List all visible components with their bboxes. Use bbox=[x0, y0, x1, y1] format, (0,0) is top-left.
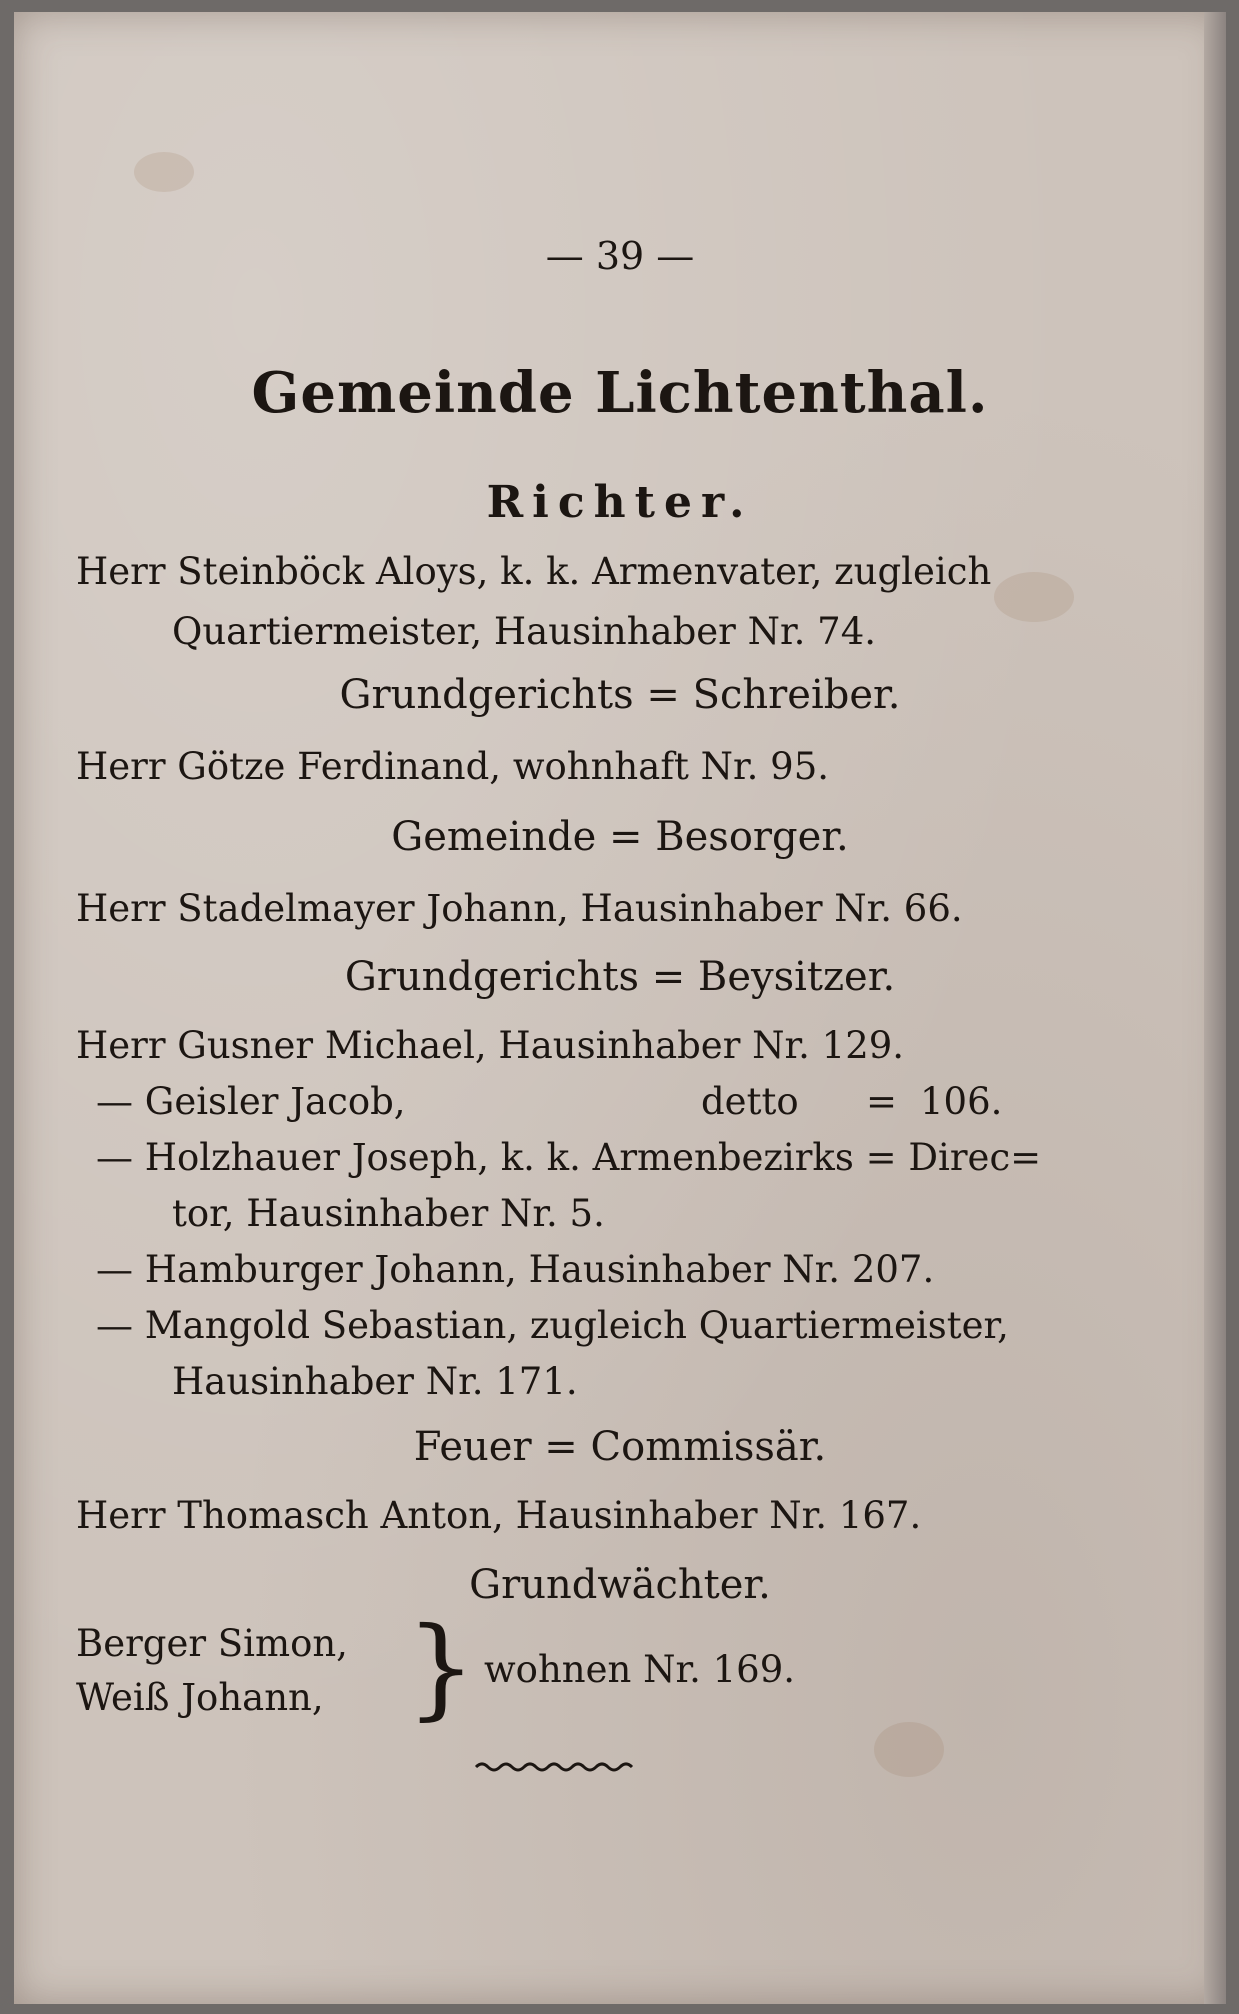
richter-line-1: Herr Steinböck Aloys, k. k. Armenvater, zugleich bbox=[76, 550, 992, 593]
beysitzer-line-6: — Mangold Sebastian, zugleich Quartiermeister, bbox=[96, 1304, 1009, 1347]
heading-besorger: Gemeinde = Besorger. bbox=[391, 814, 849, 860]
heading-richter: Richter. bbox=[486, 477, 754, 528]
heading-beysitzer: Grundgerichts = Beysitzer. bbox=[344, 954, 896, 1000]
beysitzer-name: — Geisler Jacob, bbox=[96, 1080, 406, 1123]
richter-line-2: Quartiermeister, Hausinhaber Nr. 74. bbox=[172, 610, 876, 653]
grouping-brace: } bbox=[406, 1603, 476, 1731]
page-title: Gemeinde Lichtenthal. bbox=[251, 360, 989, 426]
beysitzer-line-1: Herr Gusner Michael, Hausinhaber Nr. 129. bbox=[76, 1024, 905, 1067]
page-gutter bbox=[1204, 12, 1226, 2004]
beysitzer-line-3: — Holzhauer Joseph, k. k. Armenbezirks = Direc= bbox=[96, 1136, 1042, 1179]
schreiber-line-1: Herr Götze Ferdinand, wohnhaft Nr. 95. bbox=[76, 745, 830, 788]
ornament-divider bbox=[474, 1759, 634, 1775]
heading-waechter: Grundwächter. bbox=[469, 1562, 771, 1608]
house-number: 106. bbox=[920, 1080, 1003, 1123]
book-page bbox=[14, 12, 1226, 2004]
heading-schreiber: Grundgerichts = Schreiber. bbox=[339, 672, 901, 718]
paper-stain bbox=[994, 572, 1074, 622]
detto-mark: detto bbox=[701, 1080, 799, 1123]
paper-stain bbox=[134, 152, 194, 192]
beysitzer-line-4: tor, Hausinhaber Nr. 5. bbox=[172, 1192, 605, 1235]
beysitzer-line-2 bbox=[96, 1080, 1146, 1123]
waechter-name-1: Berger Simon, bbox=[76, 1622, 348, 1665]
feuer-line-1: Herr Thomasch Anton, Hausinhaber Nr. 167. bbox=[76, 1494, 922, 1537]
beysitzer-line-5: — Hamburger Johann, Hausinhaber Nr. 207. bbox=[96, 1248, 935, 1291]
heading-feuer: Feuer = Commissär. bbox=[413, 1424, 827, 1470]
ditto-equals: = bbox=[866, 1080, 898, 1123]
paper-stain bbox=[874, 1722, 944, 1777]
beysitzer-line-7: Hausinhaber Nr. 171. bbox=[172, 1360, 578, 1403]
page-number: — 39 — bbox=[545, 234, 695, 278]
besorger-line-1: Herr Stadelmayer Johann, Hausinhaber Nr. 66. bbox=[76, 887, 963, 930]
waechter-name-2: Weiß Johann, bbox=[76, 1676, 324, 1719]
waechter-residence: wohnen Nr. 169. bbox=[484, 1648, 795, 1691]
